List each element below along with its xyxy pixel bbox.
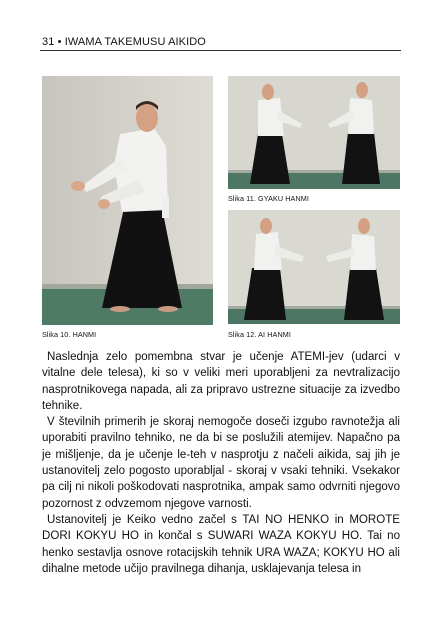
caption-figure-11: Slika 11. GYAKU HANMI <box>228 194 309 203</box>
paragraph: V številnih primerih je skoraj nemogoče doseči izgubo ravnotežja ali uporabiti pravilno tehniko, ne da bi se poslužili atemijev. Napačno pa je mišljenje, da je učenje le-teh v nasprotju z načeli aikida, saj jih je ustanovitelj zelo pogosto uporabljal - skoraj v vsaki tehniki. Vsekakor pa cilj ni nikoli poškodovati nasprotnika, ampak samo odvrniti njegovo pozornost z odvzemom njegove varnosti. <box>42 416 400 510</box>
paragraph: Ustanovitelj je Keiko vedno začel s TAI NO HENKO in MOROTE DORI KOKYU HO in končal s SUWARI WAZA KOKYU HO. Tai no henko sestavlja osnove rotacijskih tehnik URA WAZA; KOKYU HO ali dihalne metode učijo pravilnega dihanja, usklajevanja telesa in <box>42 513 400 575</box>
photo-ai-hanmi <box>228 210 400 324</box>
header-rule <box>40 50 401 51</box>
caption-figure-12: Slika 12. AI HANMI <box>228 330 291 339</box>
paragraph: Naslednja zelo pomembna stvar je učenje ATEMI-jev (udarci v vitalne dele telesa), ki so v veliki meri uporabljeni za nevtralizacijo nasprotnikovega napada, ali za pripravo ustrezne situacije za izvedbo tehnike. <box>42 351 400 412</box>
photo-hanmi <box>42 76 213 325</box>
photo-gyaku-hanmi <box>228 76 400 189</box>
caption-figure-10: Slika 10. HANMI <box>42 330 97 339</box>
body-text <box>42 349 400 577</box>
running-header: 31 • IWAMA TAKEMUSU AIKIDO <box>42 36 206 48</box>
